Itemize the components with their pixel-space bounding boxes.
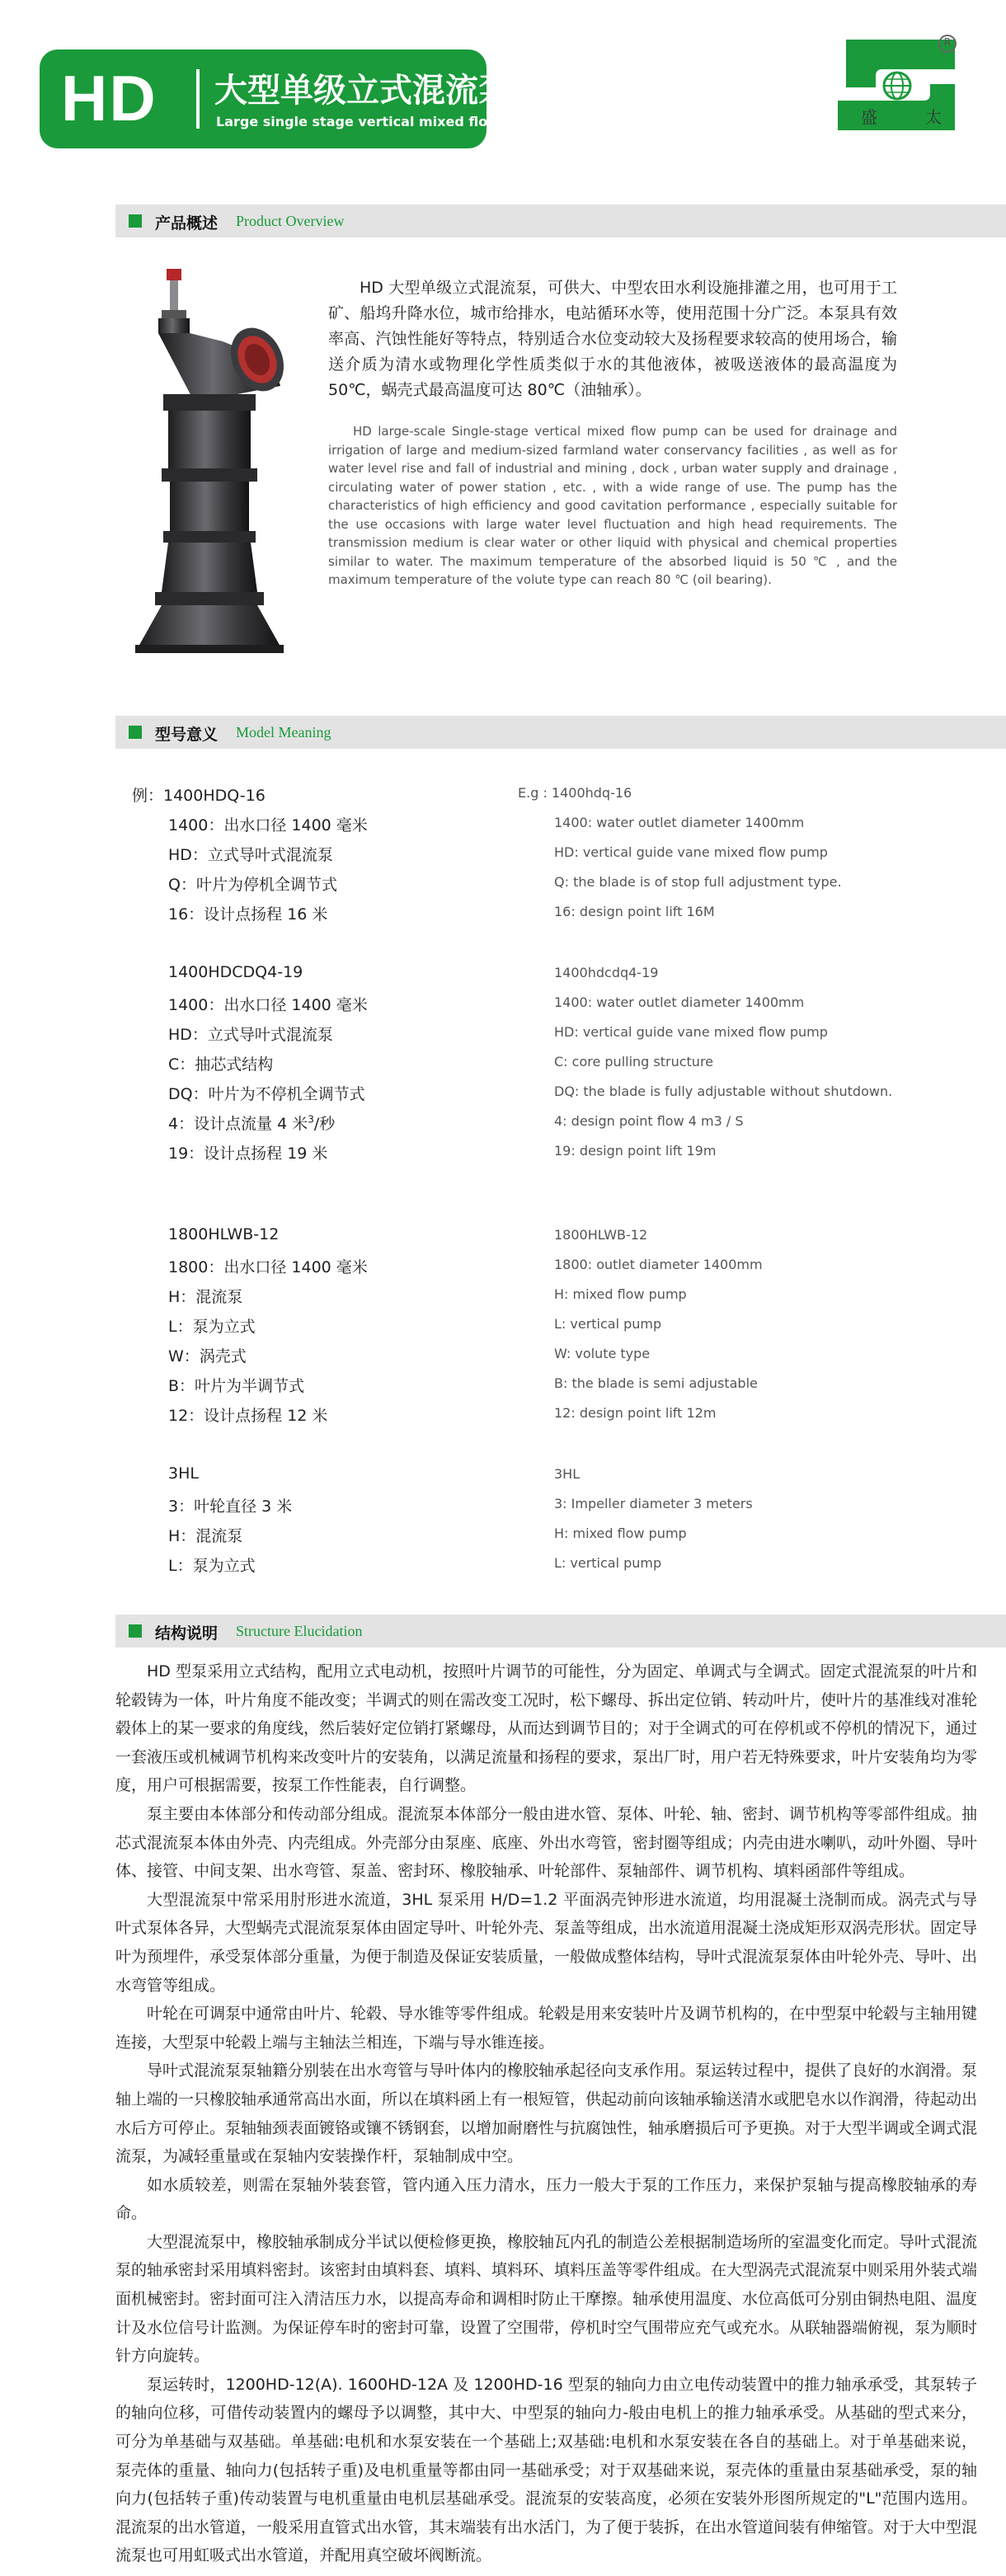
structure-paragraph: 大型混流泵中常采用肘形进水流道，3HL 泵采用 H/D=1.2 平面涡壳钟形进水流道，均用混凝土浇制而成。涡壳式与导叶式泵体各异，大型蜗壳式混流泵泵体由固定导叶、叶轮外壳、泵盖等组成，出水流道用混凝土浇成矩形双涡壳形状。固定导叶为预埋件，承受泵体部分重量，为便于制造及保证安装质量，一般做成整体结构，导叶式混流泵泵体由叶轮外壳、导叶、出水弯管等组成。 <box>115 1890 978 1995</box>
section-title-cn: 型号意义 <box>155 726 219 744</box>
model-item-en: HD: vertical guide vane mixed flow pump <box>554 844 828 860</box>
model-item-en: L: vertical pump <box>554 1555 662 1571</box>
model-item-cn <box>168 1112 335 1134</box>
model-item-cn: DQ：叶片为不停机全调节式 <box>168 1085 365 1103</box>
section-marker <box>129 726 142 739</box>
model-item-en: H: mixed flow pump <box>554 1525 687 1541</box>
section-header-structure <box>115 1615 1006 1648</box>
section-title-cn: 结构说明 <box>155 1624 219 1643</box>
structure-paragraph: 叶轮在可调泵中通常由叶片、轮毂、导水锥等零件组成。轮毂是用来安装叶片及调节机构的，在中型泵中轮毂与主轴用键连接，大型泵中轮毂上端与主轴法兰相连，下端与导水锥连接。 <box>115 2005 978 2052</box>
section-marker <box>129 214 142 228</box>
logo-char-right: 太 <box>925 107 942 127</box>
title-banner <box>40 49 547 148</box>
model-item-cn: HD：立式导叶式混流泵 <box>168 1026 333 1044</box>
title-cn: 大型单级立式混流泵 <box>214 72 511 110</box>
structure-paragraph: 导叶式混流泵泵轴籍分别装在出水弯管与导叶体内的橡胶轴承起径向支承作用。泵运转过程中，提供了良好的水润滑。泵轴上端的一只橡胶轴承通常高出水面，所以在填料函上有一根短管，供起动前向该轴承输送清水或肥皂水以作润滑，待起动出水后方可停止。泵轴轴颈表面镀铬或镶不锈钢套，以增加耐磨性与抗腐蚀性，轴承磨损后可予更换。对于大型半调或全调式混流泵，为减轻重量或在泵轴内安装操作杆，泵轴制成中空。 <box>115 2061 978 2166</box>
overview-text-cn: HD 大型单级立式混流泵，可供大、中型农田水利设施排灌之用，也可用于工矿、船坞升降水位，城市给排水，电站循环水等，使用范围十分广泛。本泵具有效率高、汽蚀性能好等特点，特别适合水位变动较大及扬程要求较高的使用场合，输送介质为清水或物理化学性质类似于水的其他液体，被吸送液体的最高温度为 50℃，蜗壳式最高温度可达 80℃（油轴承）。 <box>328 279 897 399</box>
model-example-title-cn: 3HL <box>168 1464 199 1483</box>
model-item-cn: HD：立式导叶式混流泵 <box>168 846 333 864</box>
section-header-model <box>115 716 1006 749</box>
model-example-title-en: 3HL <box>554 1466 581 1482</box>
structure-paragraph: 泵主要由本体部分和传动部分组成。混流泵本体部分一般由进水管、泵体、叶轮、轴、密封、调节机构等零部件组成。抽芯式混流泵本体由外壳、内壳组成。外壳部分由泵座、底座、外出水弯管，密封圈等组成；内壳由进水喇叭，动叶外圈、导叶体、接管、中间支架、出水弯管、泵盖、密封环、橡胶轴承、叶轮部件、泵轴部件、调节机构、填料函部件等组成。 <box>115 1804 978 1881</box>
section-header-overview <box>115 204 1006 237</box>
structure-paragraph: HD 型泵采用立式结构，配用立式电动机，按照叶片调节的可能性，分为固定、单调式与全调式。固定式混流泵的叶片和轮毂铸为一体，叶片角度不能改变；半调式的则在需改变工况时，松下螺母、拆出定位销、转动叶片，使叶片的基准线对准轮毂体上的某一要求的角度线，然后装好定位销打紧螺母，从而达到调节目的；对于全调式的可在停机或不停机的情况下，通过一套液压或机械调节机构来改变叶片的安装角，以满足流量和扬程的要求，泵出厂时，用户若无特殊要求，叶片安装角均为零度，用户可根据需要，按泵工作性能表，自行调整。 <box>115 1662 978 1795</box>
model-item-en: B: the blade is semi adjustable <box>554 1375 758 1391</box>
model-item-en: H: mixed flow pump <box>554 1286 687 1302</box>
model-item-cn: 19：设计点扬程 19 米 <box>168 1145 328 1163</box>
model-item-cn: 3：叶轮直径 3 米 <box>168 1497 293 1516</box>
section-marker <box>129 1624 142 1638</box>
model-item-cn-unit: /秒 <box>313 1115 336 1133</box>
model-item-cn: C：抽芯式结构 <box>168 1055 274 1074</box>
model-item-en: W: volute type <box>554 1346 651 1361</box>
model-item-en: 1400: water outlet diameter 1400mm <box>554 815 805 830</box>
model-item-en: 12: design point lift 12m <box>554 1405 717 1421</box>
structure-paragraph: 大型混流泵中，橡胶轴承制成分半试以便检修更换，橡胶轴瓦内孔的制造公差根据制造场所的室温变化而定。导叶式混流泵的轴承密封采用填料密封。该密封由填料套、填料、填料环、填料压盖等零件组成。在大型涡壳式混流泵中则采用外装式端面机械密封。密封面可注入清洁压力水，以提高寿命和调相时防止干摩擦。轴承使用温度、水位高低可分别由铜热电阻、温度计及水位信号计监测。为保证停车时的密封可靠，设置了空围带，停机时空气围带应充气或充水。从联轴器端俯视，泵为顺时针方向旋转。 <box>115 2232 978 2366</box>
structure-paragraph: 泵运转时，1200HD-12(A). 1600HD-12A 及 1200HD-16 型泵的轴向力由立电传动装置中的推力轴承承受，其泵转子的轴向位移，可借传动装置内的螺母予以调整，其中大、中型泵的轴向力-般由电机上的推力轴承承受。从基础的型式来分，可分为单基础与双基础。单基础:电机和水泵安装在一个基础上;双基础:电机和水泵安装在各自的基础上。对于单基础来说，泵壳体的重量、轴向力(包括转子重)及电机重量等都由同一基础承受；对于双基础来说，泵壳体的重量由泵基础承受，泵的轴向力(包括转子重)传动装置与电机重量由电机层基础承受。混流泵的安装高度，必须在安装外形图所规定的"L"范围内选用。混流泵的出水管道，一般采用直管式出水管，其末端装有出水活门，为了便于装拆，在出水管道间装有伸缩管。对于大中型混流泵也可用虹吸式出水管道，并配用真空破坏阀断流。 <box>115 2375 978 2565</box>
model-item-en: 16: design point lift 16M <box>554 904 715 919</box>
model-item-cn: L：泵为立式 <box>168 1557 256 1575</box>
model-item-cn: 1400：出水口径 1400 毫米 <box>168 996 368 1014</box>
model-item-en: 1800: outlet diameter 1400mm <box>554 1257 763 1272</box>
model-item-en: 3: Impeller diameter 3 meters <box>554 1496 753 1511</box>
model-example-title-cn: 1400HDCDQ4-19 <box>168 963 303 981</box>
model-item-cn: 1800：出水口径 1400 毫米 <box>168 1258 368 1276</box>
model-item-cn: B：叶片为半调节式 <box>168 1377 305 1395</box>
section-title-en: Structure Elucidation <box>236 1623 363 1639</box>
model-item-cn: 1400：出水口径 1400 毫米 <box>168 816 368 834</box>
overview-text-en: HD large-scale Single-stage vertical mixed flow pump can be used for drainage and irrigation of large and medium-sized farmland water conservancy facilities , as well as for water level rise and fall of industrial and mining , dock , urban water supply and drainage , circulating water of power station , etc. , with a wide range of use. The pump has the characteristics of high efficiency and good cavitation performance , especially suitable for the use occasions with large water level fluctuation and high head requirements. The transmission medium is clear water or other liquid with physical and chemical properties similar to water. The maximum temperature of the absorbed liquid is 50 ℃ , and the maximum temperature of the volute type can reach 80 ℃ (oil bearing). <box>328 424 897 587</box>
model-item-cn: 12：设计点扬程 12 米 <box>168 1407 328 1425</box>
model-item-en: Q: the blade is of stop full adjustment type. <box>554 874 842 890</box>
model-item-en: DQ: the blade is fully adjustable without shutdown. <box>554 1084 893 1099</box>
model-example-title-cn: 例：1400HDQ-16 <box>132 787 266 805</box>
series-code: HD <box>61 62 157 134</box>
structure-paragraph: 如水质较差，则需在泵轴外装套管，管内通入压力清水，压力一般大于泵的工作压力，来保护泵轴与提高橡胶轴承的寿命。 <box>115 2175 977 2223</box>
model-item-cn-text: 4：设计点流量 4 米 <box>168 1115 308 1133</box>
model-example-title-en: 1400hdcdq4-19 <box>554 965 659 980</box>
model-item-cn: H：混流泵 <box>168 1527 243 1545</box>
section-title-cn: 产品概述 <box>155 214 219 233</box>
model-item-en: 19: design point lift 19m <box>554 1143 717 1159</box>
model-item-cn: 16：设计点扬程 16 米 <box>168 905 328 924</box>
superscript: 3 <box>308 1113 314 1126</box>
model-example-title-en: E.g : 1400hdq-16 <box>518 785 632 801</box>
section-title-en: Product Overview <box>236 213 345 229</box>
model-item-cn: H：混流泵 <box>168 1288 243 1306</box>
model-item-en: 1400: water outlet diameter 1400mm <box>554 994 805 1010</box>
model-item-cn: Q：叶片为停机全调节式 <box>168 876 337 894</box>
structure-text <box>115 1657 977 2570</box>
section-title-en: Model Meaning <box>236 724 331 740</box>
model-item-en: HD: vertical guide vane mixed flow pump <box>554 1024 828 1040</box>
model-item-en: C: core pulling structure <box>554 1054 714 1069</box>
title-en: Large single stage vertical mixed flow pump <box>216 114 547 129</box>
model-example-title-en: 1800HLWB-12 <box>554 1227 648 1243</box>
model-item-en: 4: design point flow 4 m3 / S <box>554 1113 744 1129</box>
model-item-en: L: vertical pump <box>554 1316 662 1332</box>
model-item-cn: W：涡壳式 <box>168 1347 247 1366</box>
model-example-title-cn: 1800HLWB-12 <box>168 1225 280 1243</box>
model-item-cn: L：泵为立式 <box>168 1318 256 1336</box>
pump-product-image <box>115 262 313 658</box>
title-divider <box>196 69 200 129</box>
logo-char-left: 盛 <box>861 107 877 127</box>
page-header <box>0 0 1006 165</box>
registered-mark: R <box>938 35 957 53</box>
